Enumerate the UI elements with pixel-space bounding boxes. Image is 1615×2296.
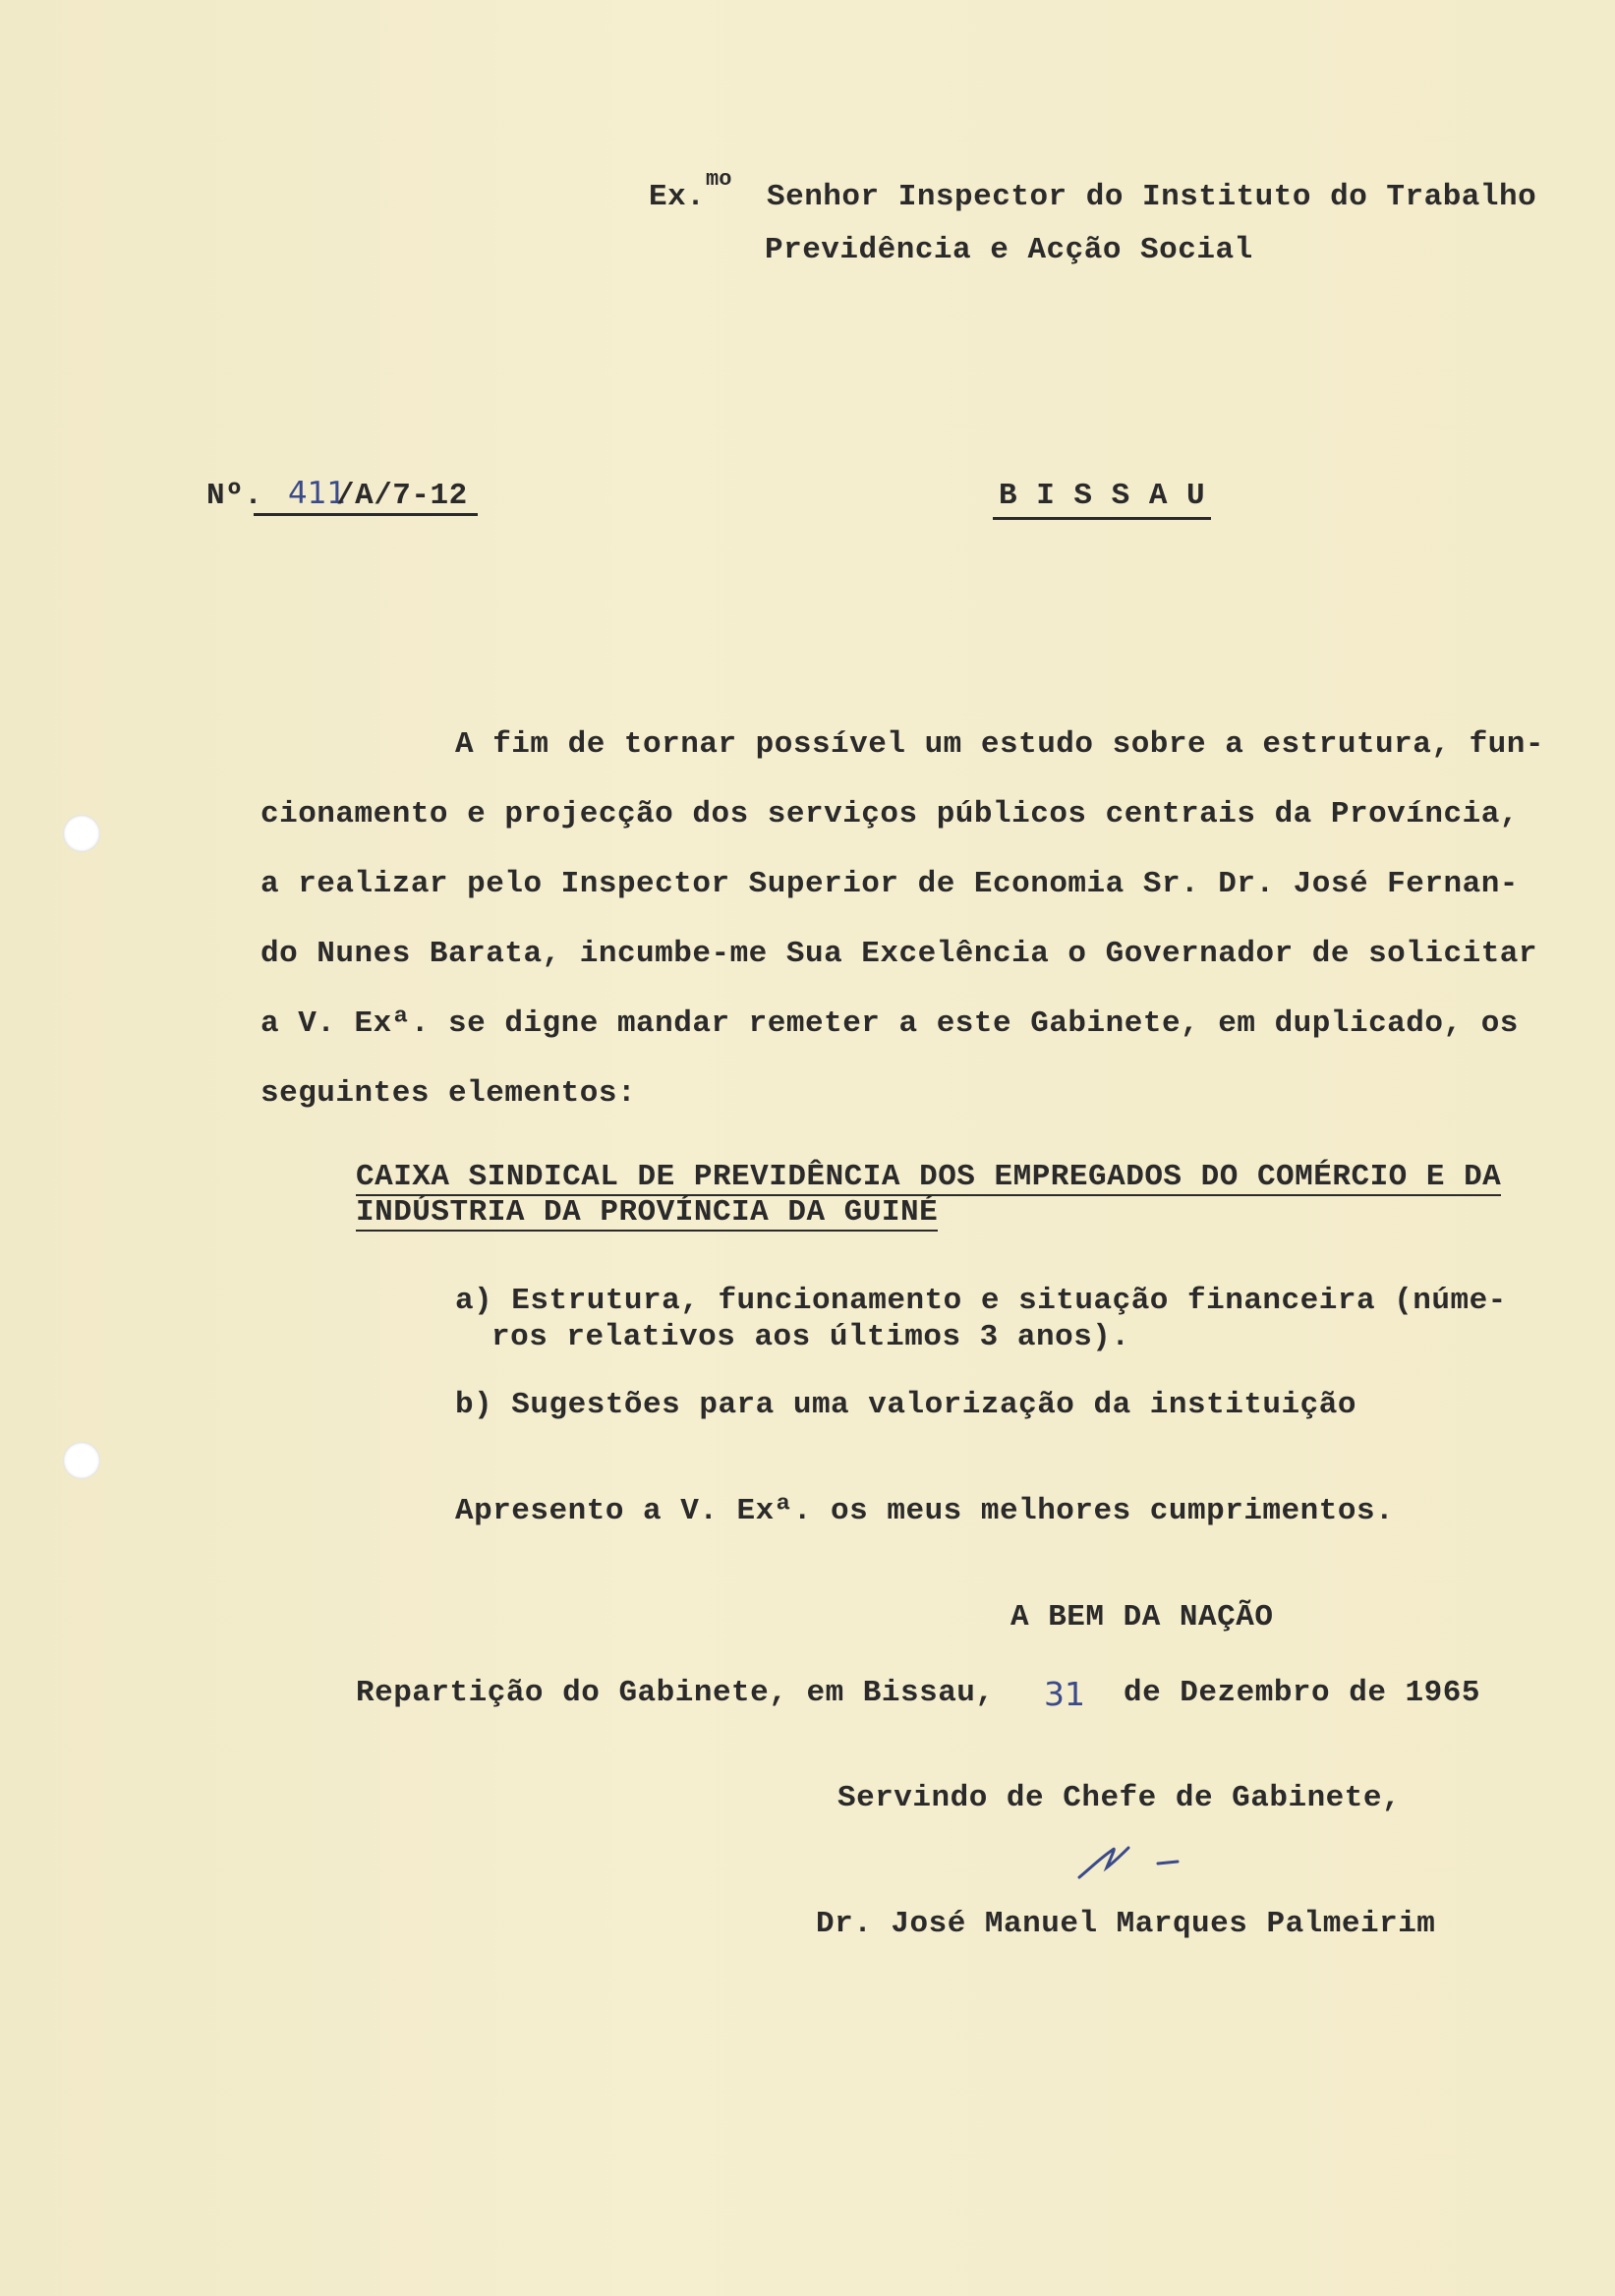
reference-prefix: Nº. — [206, 479, 263, 513]
addressee-line-2: Previdência e Acção Social — [765, 233, 1253, 267]
date-line-suffix: de Dezembro de 1965 — [1124, 1676, 1480, 1710]
punch-hole — [63, 815, 100, 852]
closing-line: Apresento a V. Exª. os meus melhores cumprimentos. — [455, 1494, 1395, 1528]
item-a-line-2: ros relativos aos últimos 3 anos). — [491, 1320, 1130, 1354]
motto: A BEM DA NAÇÃO — [1010, 1600, 1274, 1635]
body-line-1: A fim de tornar possível um estudo sobre a estrutura, fun- — [455, 727, 1544, 762]
date-line-prefix: Repartição do Gabinete, em Bissau, — [356, 1676, 995, 1710]
body-line-2: cionamento e projecção dos serviços públicos centrais da Província, — [260, 797, 1519, 832]
reference-suffix: /A/7-12 — [336, 479, 468, 513]
institution-line-2: INDÚSTRIA DA PROVÍNCIA DA GUINÉ — [356, 1195, 939, 1230]
body-line-6: seguintes elementos: — [260, 1076, 637, 1111]
item-a-line-1: a) Estrutura, funcionamento e situação financeira (núme- — [455, 1284, 1507, 1318]
institution-line-1: CAIXA SINDICAL DE PREVIDÊNCIA DOS EMPREGADOS DO COMÉRCIO E DA — [356, 1160, 1502, 1194]
reference-number-handwritten: 411 — [288, 476, 347, 511]
handwritten-signature — [1071, 1828, 1189, 1887]
addressee-salutation-superscript: mo — [706, 167, 732, 192]
addressee-line-1: Senhor Inspector do Instituto do Trabalho — [767, 180, 1537, 214]
punch-hole — [63, 1442, 100, 1479]
body-line-3: a realizar pelo Inspector Superior de Economia Sr. Dr. José Fernan- — [260, 867, 1519, 901]
body-line-5: a V. Exª. se digne mandar remeter a este Gabinete, em duplicado, os — [260, 1006, 1519, 1041]
addressee-salutation: Ex. — [649, 180, 706, 214]
item-b-line-1: b) Sugestões para uma valorização da instituição — [455, 1388, 1356, 1422]
place-heading: B I S S A U — [993, 479, 1211, 520]
signature-name: Dr. José Manuel Marques Palmeirim — [816, 1907, 1436, 1941]
signature-role: Servindo de Chefe de Gabinete, — [837, 1781, 1402, 1815]
date-day-handwritten: 31 — [1044, 1675, 1085, 1713]
body-line-4: do Nunes Barata, incumbe-me Sua Excelência o Governador de solicitar — [260, 937, 1538, 971]
